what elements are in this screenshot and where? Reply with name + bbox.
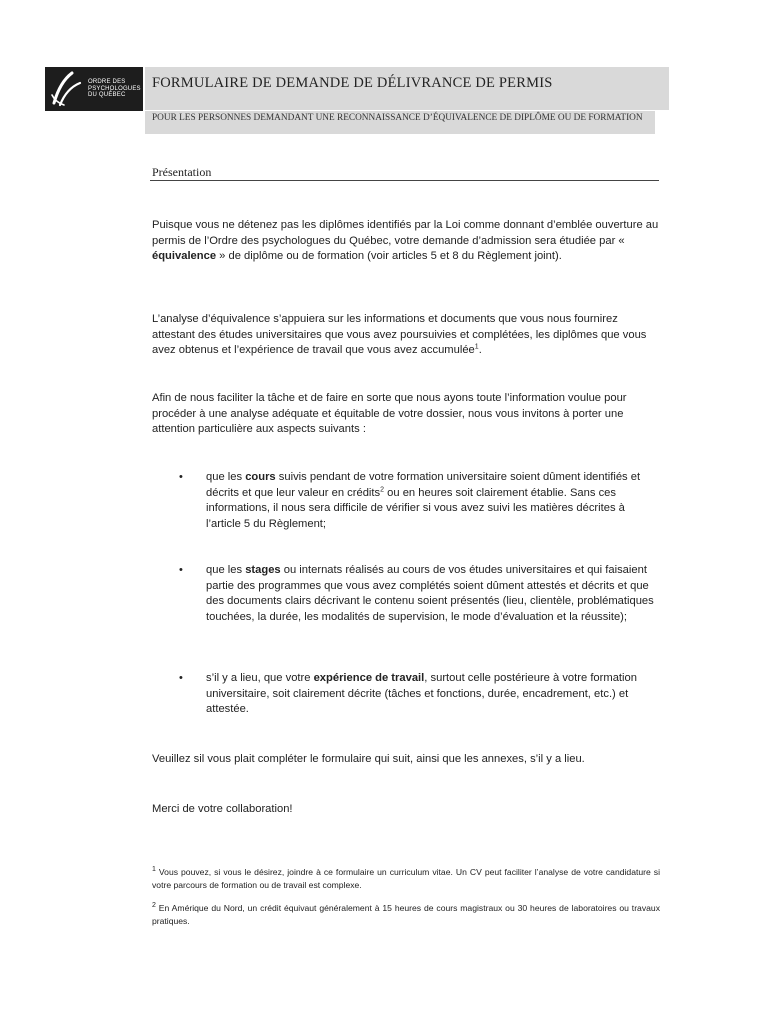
bullet-work-experience	[206, 671, 661, 718]
footnote-1	[152, 866, 660, 892]
bold-term: équivalence	[152, 250, 217, 262]
title-band	[145, 67, 669, 110]
footnote-number: 2	[152, 902, 156, 910]
form-subtitle: POUR LES PERSONNES DEMANDANT UNE RECONNAISSANCE D’ÉQUIVALENCE DE DIPLÔME OU DE FORMATION	[152, 113, 643, 123]
logo	[45, 67, 143, 111]
text-run: , surtout celle postérieure à votre formation universitaire, soit clairement décrite (tâches et fonctions, durée, encadrement, etc.) et attestée.	[206, 672, 637, 715]
psychologues-logo-icon	[48, 69, 84, 109]
footnote-number: 1	[152, 866, 156, 874]
form-title: FORMULAIRE DE DEMANDE DE DÉLIVRANCE DE PERMIS	[152, 75, 553, 91]
text-run: » de diplôme ou de formation (voir articles 5 et 8 du Règlement joint).	[216, 250, 562, 262]
text-run: que les	[206, 564, 246, 576]
bullet-courses	[206, 470, 661, 532]
footnote-text: En Amérique du Nord, un crédit équivaut généralement à 15 heures de cours magistraux ou 30 heures de laboratoires ou travaux pratiques.	[152, 903, 660, 926]
paragraph-intro	[152, 218, 662, 265]
bullet-marker: •	[179, 672, 183, 684]
paragraph-instructions: Afin de nous faciliter la tâche et de faire en sorte que nous ayons toute l’information voulue pour procéder à une analyse adéquate et équitable de votre dossier, nous vous invitons à porter une attention particulière aux aspects suivants :	[152, 392, 627, 435]
text-run: Puisque vous ne détenez pas les diplômes identifiés par la Loi comme donnant d’emblée ouverture au permis de l’Ordre des psychologues du Québec, votre demande d’admission sera étudiée par «	[152, 219, 659, 247]
bullet-internships	[206, 563, 661, 625]
text-run: .	[478, 344, 482, 356]
bold-term: stages	[245, 564, 281, 576]
logo-line: ORDRE DES	[88, 79, 126, 86]
logo-line: PSYCHOLOGUES	[88, 85, 141, 92]
bold-term: cours	[245, 471, 276, 483]
text-run: que les	[206, 471, 246, 483]
bullet-marker: •	[179, 471, 183, 483]
text-run: ou internats réalisés au cours de vos études universitaires et qui faisaient partie des programmes que vous avez complétés soient dûment attestés et décrits et que des documents clairs décrivant le contenu soient présentés (lieu, clientèle, problématiques touchées, la durée, les modalités de supervision, le mode d’évaluation et la réussite);	[206, 564, 654, 623]
paragraph-complete-form: Veuillez sil vous plait compléter le formulaire qui suit, ainsi que les annexes, s’il y a lieu.	[152, 753, 585, 765]
bold-term: expérience de travail	[313, 672, 425, 684]
text-run: ou en heures soit clairement établie. Sans ces informations, il nous sera difficile de vérifier si vous avez suivi les matières décrites à l’article 5 du Règlement;	[206, 486, 625, 530]
paragraph-thanks: Merci de votre collaboration!	[152, 803, 293, 815]
bullet-marker: •	[179, 564, 183, 576]
text-run: suivis pendant de votre formation universitaire soient dûment identifiés et décrits et que leur valeur en crédits	[206, 471, 641, 499]
footnote-text: Vous pouvez, si vous le désirez, joindre à ce formulaire un curriculum vitae. Un CV peut faciliter l’analyse de votre candidature si votre parcours de formation ou de travail est complexe.	[152, 867, 660, 890]
paragraph-analysis	[152, 312, 662, 359]
footnote-ref: 2	[380, 485, 385, 493]
footnote-2	[152, 902, 660, 928]
logo-line: DU QUÉBEC	[88, 92, 126, 99]
logo-wordmark	[88, 79, 141, 99]
subtitle-band	[145, 111, 655, 134]
section-heading: Présentation	[152, 165, 212, 179]
section-divider	[150, 180, 659, 181]
text-run: L’analyse d’équivalence s’appuiera sur les informations et documents que vous nous fournirez attestant des études universitaires que vous avez poursuivies et complétées, les diplômes que vous avez obtenus et l’expérience de travail que vous avez accumulée	[152, 313, 647, 356]
footnote-ref: 1	[474, 343, 479, 351]
text-run: s’il y a lieu, que votre	[206, 672, 314, 684]
